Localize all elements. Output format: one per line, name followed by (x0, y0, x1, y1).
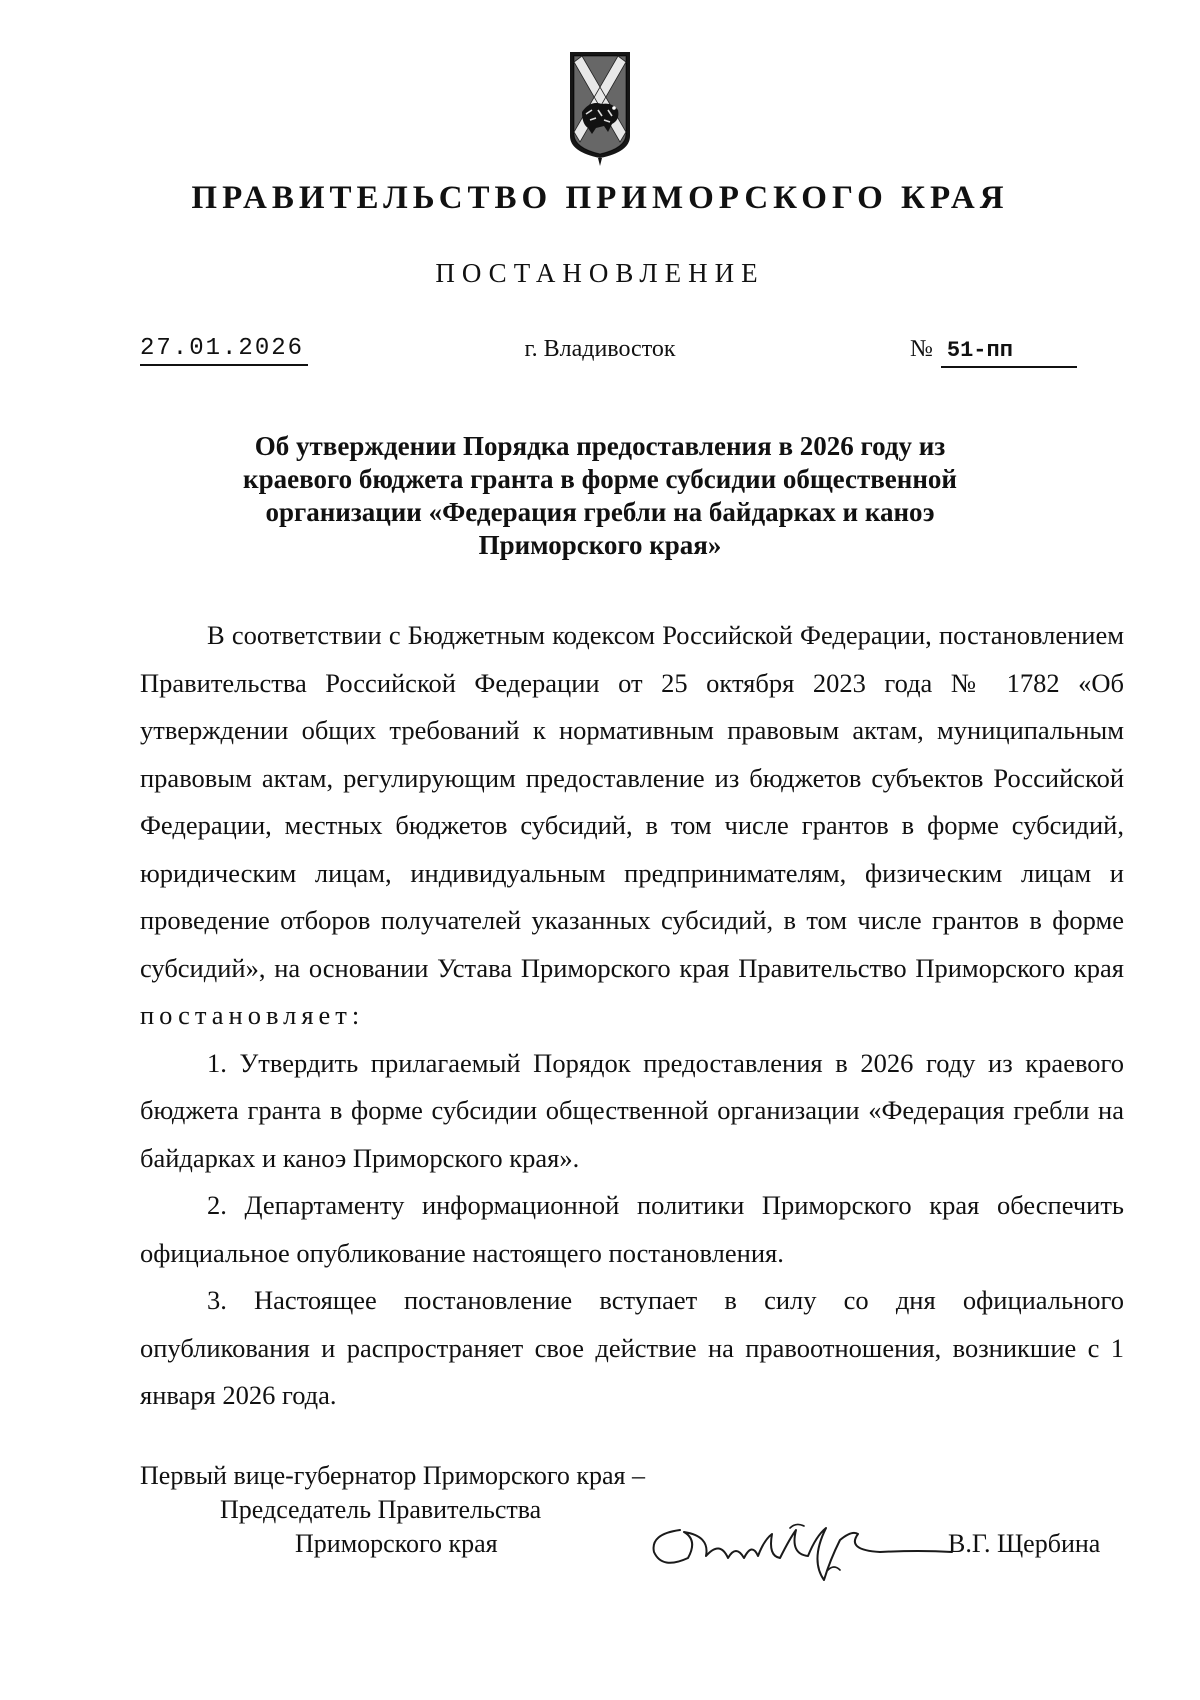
document-title: Об утверждении Порядка предоставления в 2026 году из краевого бюджета гранта в форме субсидии общественной организации «Федерация гребли на байдарках и каноэ Приморского края» (243, 431, 957, 560)
handwritten-signature-icon (640, 1500, 960, 1590)
preamble-text: В соответствии с Бюджетным кодексом Российской Федерации, постановлением Правительства Российской Федерации от 25 октября 2023 года № 1782 «Об утверждении общих требований к нормативным правовым актам, муниципальным правовым актам, регулирующим предоставление из бюджетов субъектов Российской Федерации, местных бюджетов субсидий, в том числе грантов в форме субсидий, юридическим лицам, индивидуальным предпринимателям, физическим лицам и проведение отборов получателей указанных субсидий, в том числе грантов в форме субсидий», на основании Устава Приморского края Правительство Приморского края (140, 620, 1124, 983)
document-number: 51-пп (941, 336, 1077, 368)
document-body (140, 612, 1124, 1420)
resolution-item-3: 3. Настоящее постановление вступает в силу со дня официального опубликования и распространяет свое действие на правоотношения, возникшие с 1 января 2026 года. (140, 1285, 1124, 1410)
document-date: 27.01.2026 (140, 334, 308, 366)
resolution-item-2: 2. Департаменту информационной политики Приморского края обеспечить официальное опубликование настоящего постановления. (140, 1190, 1124, 1268)
signatory-position-line-3: Приморского края (295, 1529, 498, 1558)
signatory-position-line-1: Первый вице-губернатор Приморского края – (140, 1461, 645, 1490)
document-type: ПОСТАНОВЛЕНИЕ (435, 258, 765, 288)
signatory-name: В.Г. Щербина (948, 1529, 1101, 1558)
signatory-position-line-2: Председатель Правительства (220, 1495, 542, 1524)
resolves-word: постановляет: (140, 1000, 365, 1030)
number-sign: № (910, 336, 933, 362)
document-city: г. Владивосток (524, 336, 676, 362)
signature-block (140, 1460, 1124, 1580)
document-number-field (910, 334, 1077, 368)
coat-of-arms-icon (568, 48, 632, 178)
preamble-paragraph (140, 612, 1124, 1040)
resolution-item-1: 1. Утвердить прилагаемый Порядок предоставления в 2026 году из краевого бюджета гранта в форме субсидии общественной организации «Федерация гребли на байдарках и каноэ Приморского края». (140, 1047, 1124, 1173)
issuing-authority: ПРАВИТЕЛЬСТВО ПРИМОРСКОГО КРАЯ (191, 180, 1009, 216)
